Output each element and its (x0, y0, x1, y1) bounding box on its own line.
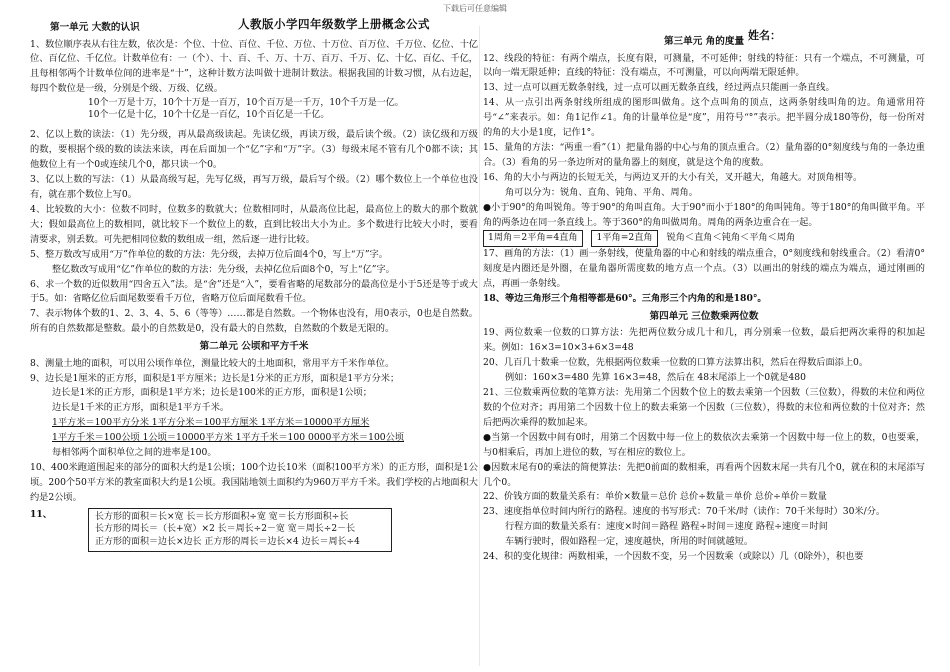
name-label: 姓名： (748, 29, 781, 42)
item-9-e: 1平方千米＝100公顷 1公顷＝10000平方米 1平方千米＝100 0000平方米＝100公顷 (52, 432, 405, 444)
item-12: 12、线段的特征：有两个端点，长度有限，可测量，不可延伸；射线的特征：只有一个端点，不可测量，可以向一端无限延伸；直线的特征：没有端点，不可测量，可以向两端无限延伸。 (483, 52, 925, 79)
angle-relations (483, 230, 925, 247)
item-14: 14、从一点引出两条射线所组成的图形叫做角。这个点叫角的顶点，这两条射线叫角的边。角通常用符号“∠”来表示。如：角1记作∠1。角的计量单位是“度”，用符号“°”表示。把半圆分成180等份，每一份所对的角的大小是1度，记作1°。 (483, 97, 925, 139)
item-9-c: 边长是1千米的正方形，面积是1平方千米。 (52, 402, 230, 414)
formula-rectangle-perimeter: 长方形的周长＝（长+宽）×2 长＝周长÷2－宽 宽＝周长÷2－长 (95, 524, 356, 535)
left-column (30, 18, 478, 552)
item-7: 7、表示物体个数的1、2、3、4、5、6（等等）……都是自然数。一个物体也没有，用0表示，0也是自然数。所有的自然数都是整数。最小的自然数是0，没有最大的自然数，自然数的个数是无限的。 (30, 308, 478, 335)
page-title: 人教版小学四年级数学上册概念公式 (238, 17, 430, 31)
formula-rectangle-area: 长方形的面积＝长×宽 长＝长方形面积÷宽 宽＝长方形面积÷长 (95, 511, 349, 522)
item-22: 22、价钱方面的数量关系有：单价×数量＝总价 总价÷数量＝单价 总价÷单价＝数量 (483, 491, 827, 503)
top-note: 下载后可任意编辑 (443, 4, 507, 13)
unit4-heading: 第四单元 三位数乘两位数 (649, 310, 759, 322)
item-5: 5、整万数改写成用“万”作单位的数的方法：先分级，去掉万位后面4个0，写上“万”字。 (30, 248, 388, 260)
item-4: 4、比较数的大小：位数不同时，位数多的数就大；位数相同时，从最高位比起，最高位上的数大的那个数就大；假如最高位上的数相同，就比较下一个数位上的数，直到比较出大小为止。多个数进行比较大小时，要看清要求，别丢数。可先把相同位数的数组成一组，然后逐一进行比较。 (30, 203, 478, 245)
unit2-heading: 第二单元 公顷和平方千米 (199, 341, 309, 353)
item-9-f: 每相邻两个面积单位之间的进率是100。 (52, 447, 217, 459)
item-17: 17、画角的方法：（1）画一条射线，使量角器的中心和射线的端点重合，0°刻度线和射线重合。（2）看清0°刻度是内圈还是外圈，在量角器所需度数的地方点一个点。（3）以画出的射线的端点为端点，通过刚画的点，再画一条射线。 (483, 248, 925, 290)
item-8: 8、测量土地的面积，可以用公顷作单位，测量比较大的土地面积，常用平方千米作单位。 (30, 357, 395, 369)
item-13: 13、过一点可以画无数条射线，过一点可以画无数条直线，经过两点只能画一条直线。 (483, 82, 835, 94)
angle-order: 锐角＜直角＜钝角＜平角＜周角 (666, 232, 796, 244)
angle-box-1: 1周角＝2平角=4直角 (483, 230, 583, 247)
item-16-c: ●小于90°的角叫锐角。等于90°的角叫直角。大于90°而小于180°的角叫钝角。等于180°的角叫做平角。平角的两条边在同一条直线上。等于360°的角叫做周角。周角的两条边重合在一起。 (483, 201, 925, 228)
formula-square: 正方形的面积＝边长×边长 正方形的周长＝边长×4 边长＝周长÷4 (95, 536, 360, 547)
item-2: 2、亿以上数的读法：（1）先分级，再从最高级读起。先读亿级，再读万级，最后读个级。（2）读亿级和万级的数，要根据个级的数的读法来读，再在后面加一个“亿”字和“万”字。（3）每级末尾不管有几个0都不读；其他数位上有一个0或连续几个0，都只读一个0。 (30, 129, 478, 171)
item-15: 15、量角的方法：“两重一看”（1）把量角器的中心与角的顶点重合。（2）量角器的0°刻度线与角的一条边重合。（3）看角的另一条边所对的量角器上的刻度，就是这个角的度数。 (483, 141, 925, 168)
right-column (483, 32, 925, 565)
item-10: 10、400米跑道围起来的部分的面积大约是1公顷；100个边长10米（面积100平方米）的正方形，面积是1公顷。200个50平方米的教室面积大约是1公顷。我国陆地领土面积约为960万平方千米。我们学校的占地面积大约是2公顷。 (30, 462, 478, 503)
item-1: 1、数位顺序表从右往左数，依次是：个位、十位、百位、千位、万位、十万位、百万位、千万位、亿位、十亿位、百亿位、千亿位。计数单位有：一（个）、十、百、千、万、十万、百万、千万、亿、十亿、百亿、千亿，且每相邻两个计数单位间的进率是“十”，这种计数方法叫做十进制计数法。根据我国的计数习惯，从右边起，每四个数位是一级，分别是个级、万级、亿级。 (30, 38, 478, 95)
item-5-b: 整亿数改写成用“亿”作单位的数的方法：先分级，去掉亿位后面8个0，写上“亿”字。 (52, 263, 395, 275)
item-9-d: 1平方米＝100平方分米 1平方分米＝100平方厘米 1平方米＝10000平方厘米 (52, 417, 370, 429)
item-24: 24、积的变化规律：两数相乘，一个因数不变，另一个因数乘（或除以）几（0除外），积也要 (483, 551, 864, 563)
item-23: 23、速度指单位时间内所行的路程。速度的书写形式：70千米/时（读作：70千米每时）30米/分。 (483, 506, 886, 518)
item-23-b: 行程方面的数量关系有：速度×时间＝路程 路程÷时间＝速度 路程÷速度＝时间 (505, 521, 828, 533)
item-6: 6、求一个数的近似数用“四舍五入”法。是“舍”还是“入”，要看省略的尾数部分的最高位是小于5还是等于或大于5。如：省略亿位后面尾数要看千万位，省略万位后面尾数看千位。 (30, 278, 478, 305)
item-21: 21、三位数乘两位数的笔算方法：先用第二个因数个位上的数去乘第一个因数（三位数），得数的末位和两位数的个位对齐；再用第二个因数十位上的数去乘第一个因数（三位数），得数的末位和两位数的十位对齐；然后把两次乘得的数加起来。 (483, 387, 925, 428)
item-19: 19、两位数乘一位数的口算方法：先把两位数分成几十和几，再分别乘一位数，最后把两次乘得的积加起来。例如：16×3=10×3+6×3=48 (483, 327, 925, 354)
unit1-heading: 第一单元 大数的认识 (50, 22, 140, 33)
column-divider (479, 26, 480, 666)
item-16-b: 角可以分为：锐角、直角、钝角、平角、周角。 (505, 186, 698, 198)
item-9-b: 边长是1米的正方形，面积是1平方米；边长是100米的正方形，面积是1公顷； (52, 387, 372, 399)
item-21-b: ●当第一个因数中间有0时，用第二个因数中每一位上的数依次去乘第一个因数中每一位上的数，0也要乘，与0相乘后，再加上进位的数，写在相应的数位上。 (483, 431, 925, 458)
item-9: 9、边长是1厘米的正方形，面积是1平方厘米；边长是1分米的正方形，面积是1平方分米； (30, 372, 400, 384)
unit3-heading: 第三单元 角的度量 (663, 36, 745, 47)
item-3: 3、亿以上数的写法：（1）从最高级写起，先写亿级，再写万级，最后写个级。（2）哪个数位上一个单位也没有，就在那个数位上写0。 (30, 174, 478, 201)
item-20-b: 例如：160×3=480 先算 16×3=48，然后在 48末尾添上一个0就是480 (505, 372, 806, 384)
item-20: 20、几百几十数乘一位数，先根据两位数乘一位数的口算方法算出积，然后在得数后面添上0。 (483, 357, 869, 369)
item-23-c: 车辆行驶时，假如路程一定，速度越快，所用的时间就越短。 (505, 536, 754, 548)
item-18: 18、等边三角形三个角相等都是60°。三角形三个内角的和是180°。 (483, 293, 767, 305)
item-16: 16、角的大小与两边的长短无关，与两边叉开的大小有关，叉开越大，角越大。对顶角相等。 (483, 171, 863, 183)
angle-box-2: 1平角=2直角 (591, 230, 657, 247)
item-21-c: ●因数末尾有0的乘法的简便算法：先把0前面的数相乘，再看两个因数末尾一共有几个0，就在积的末尾添写几个0。 (483, 461, 925, 488)
formula-box (88, 508, 392, 552)
item-1-b: 10个一亿是十亿，10个十亿是一百亿，10个百亿是一千亿。 (88, 110, 330, 121)
item-11-number: 11、 (30, 508, 52, 520)
item-1-a: 10个一万是十万，10个十万是一百万，10个百万是一千万，10个千万是一亿。 (88, 98, 404, 109)
